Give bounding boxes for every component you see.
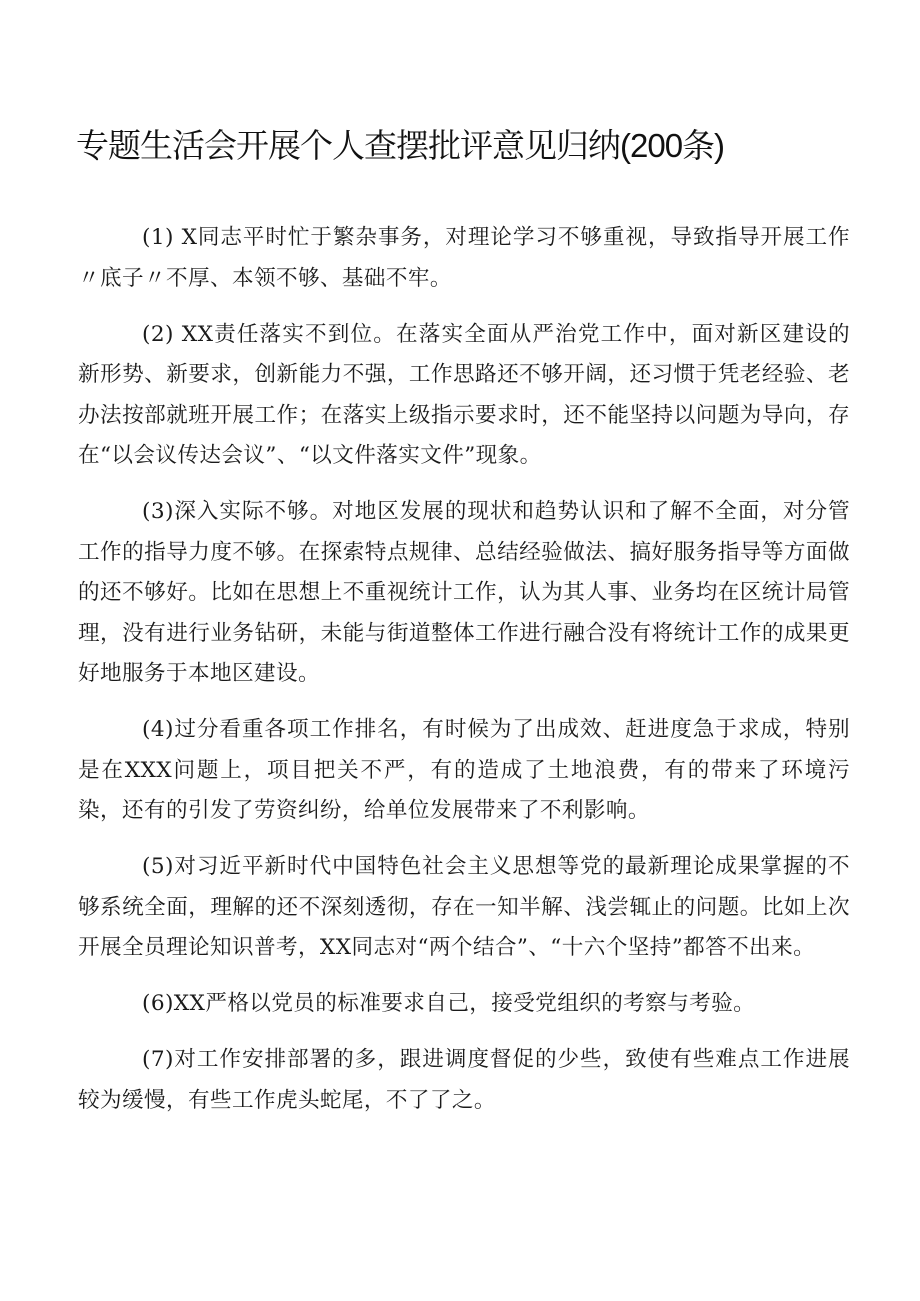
document-body: [78, 218, 850, 1137]
paragraph-6: (6)XX严格以党员的标准要求自己，接受党组织的考察与考验。: [142, 991, 756, 1016]
paragraph-7: (7)对工作安排部署的多，跟进调度督促的少些，致使有些难点工作进展较为缓慢，有些工作虎头蛇尾，不了了之。: [78, 1047, 850, 1113]
document-title: 专题生活会开展个人查摆批评意见归纳(200条): [76, 127, 725, 164]
paragraph-3: (3)深入实际不够。对地区发展的现状和趋势认识和了解不全面，对分管工作的指导力度不够。在探索特点规律、总结经验做法、搞好服务指导等方面做的还不够好。比如在思想上不重视统计工作，认为其人事、业务均在区统计局管理，没有进行业务钻研，未能与街道整体工作进行融合没有将统计工作的成果更好地服务于本地区建设。: [78, 499, 850, 686]
paragraph-4: (4)过分看重各项工作排名，有时候为了出成效、赶进度急于求成，特别是在XXX问题上，项目把关不严，有的造成了土地浪费，有的带来了环境污染，还有的引发了劳资纠纷，给单位发展带来了不利影响。: [78, 717, 850, 823]
paragraph-2: (2) XX责任落实不到位。在落实全面从严治党工作中，面对新区建设的新形势、新要求，创新能力不强，工作思路还不够开阔，还习惯于凭老经验、老办法按部就班开展工作；在落实上级指示要求时，还不能坚持以问题为导向，存在“以会议传达会议”、“以文件落实文件”现象。: [78, 321, 850, 468]
paragraph-5: (5)对习近平新时代中国特色社会主义思想等党的最新理论成果掌握的不够系统全面，理解的还不深刻透彻，存在一知半解、浅尝辄止的问题。比如上次开展全员理论知识普考，XX同志对“两个结合”、“十六个坚持”都答不出来。: [78, 854, 850, 960]
paragraph-1: (1) X同志平时忙于繁杂事务，对理论学习不够重视，导致指导开展工作〃底子〃不厚、本领不够、基础不牢。: [78, 225, 850, 291]
